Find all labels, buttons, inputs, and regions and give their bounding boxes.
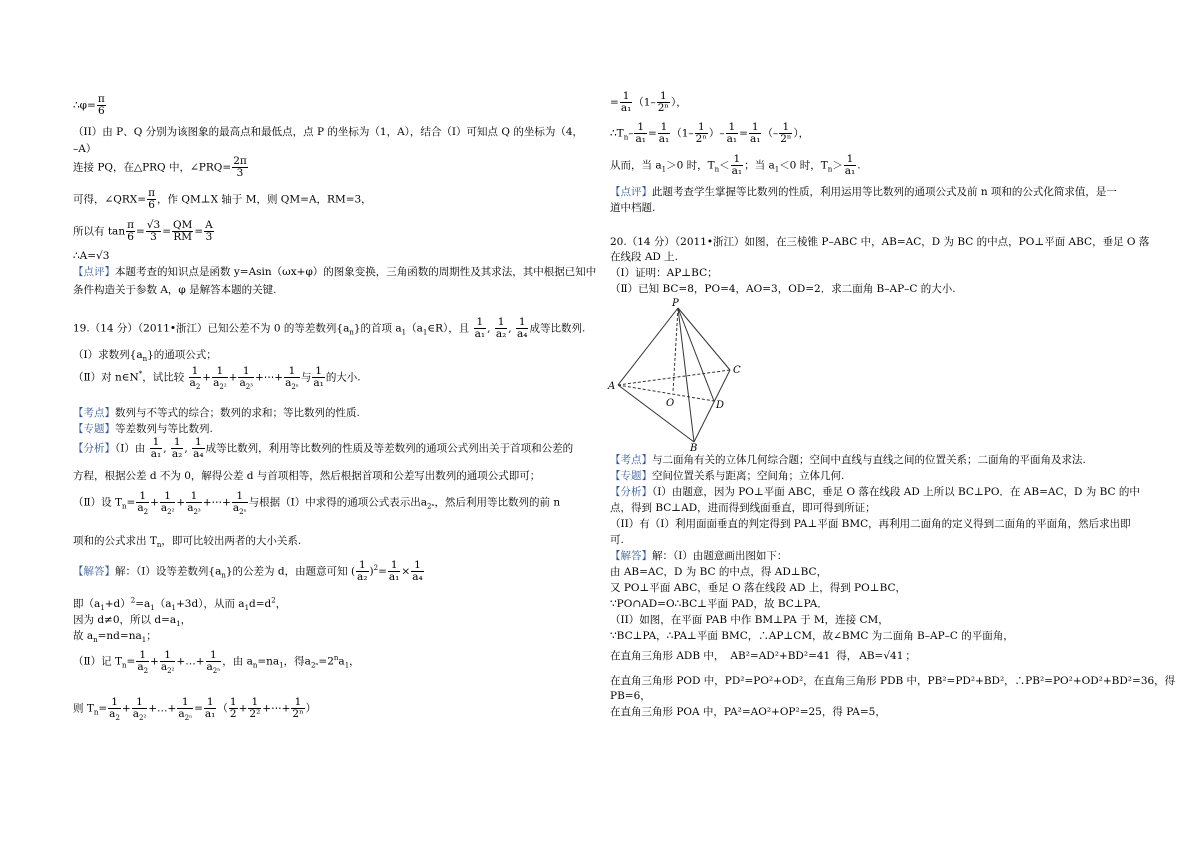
text-line: PB=6， [610,690,651,702]
comment-line: 【点评】本题考查的知识点是函数 y=Asin（ωx+φ）的图象变换，三角函数的周期性及其求法，其中根据已知中 [73,266,597,278]
text-line: （Ⅱ）已知 BC=8，PO=4，AO=3，OD=2．求二面角 B–AP–C 的大小. [610,283,956,295]
edge-PC [678,308,730,370]
question-20: 20.（14 分）（2011•浙江）如图，在三棱锥 P–ABC 中，AB=AC，D 为 BC 的中点，PO⊥平面 ABC，垂足 O 落 [610,236,1150,248]
text-line: 故 $a_n=nd=na_1$； [73,630,157,645]
text-line: = $\frac{1}{\text{a₁}}$ （1– $\frac{1}{\text{2ⁿ}}$ ）， [610,90,687,115]
text-line: （II）如图，在平面 PAB 中作 BM⊥PA 于 M，连接 CM， [610,614,889,626]
edge-BC [694,370,730,442]
edge-AC [618,370,730,385]
fenxi-line: 【分析】（Ⅰ）由 $\frac{1}{\text{a₁}}$ , $\frac{1}{\text{a₂}}$ , $\frac{1}{\text{a₄}}$ 成等比数列，利用等比数列的性质及等差数列的通项公式列出关于首项和公差的 [73,436,574,461]
text-line: 所以有 tan $\frac{\pi}{6}$ = $\frac{√3}{3}$ = $\frac{QM}{RM}$ = $\frac{A}{3}$ [73,219,213,244]
fraction: $\frac{\pi}{6}$ [97,93,105,118]
edge-PA [618,308,678,385]
text-line: （Ⅰ）求数列$\{a_n\}$的通项公式； [73,349,217,364]
text-line: $\therefore T_n-$ $\frac{1}{\text{a₁}}$ = $\frac{1}{\text{a₁}}$ （1– $\frac{1}{\text{2ⁿ}}$ ）– $\frac{1}{\text{a₁}}$ = $\frac{1}{\text{a₁}}$ （– $\frac{1}{\text{2ⁿ}}$ ）， [610,121,810,146]
edge-AB [618,385,694,442]
text-line: 即$(a_1+d)^2=a_1(a_1+3d)$，从而 $a_1d=d^2$， [73,596,287,613]
text-line: 在直角三角形 POA 中，PA²=AO²+OP²=25，得 PA=5， [610,706,886,718]
kaodian-line: 【考点】与二面角有关的立体几何综合题；空间中直线与直线之间的位置关系；二面角的平面角及求法. [610,454,1086,466]
zhuanti-line: 【专题】空间位置关系与距离；空间角；立体几何. [610,470,845,482]
text-line: 项和的公式求出 $T_n$，即可比较出两者的大小关系. [73,535,302,550]
text-line: （Ⅱ）记 $T_n=$ $\frac{1}{a_2}$ + $\frac{1}{a_{2^2}}$ +…+ $\frac{1}{a_{2^n}}$ ，由 $a_n=na_1$，得$a_{2^n}=2^na_1$， [73,649,360,676]
text-line: 则 $T_n=$ $\frac{1}{a_2}$ + $\frac{1}{a_{2^2}}$ +…+ $\frac{1}{a_{2^n}}$ = $\frac{1}{\text{a₁}}$ （ $\frac{1}{2}$ + $\frac{1}{\text{2²}}$ +⋯+ $\frac{1}{\text{2ⁿ}}$ ） [73,696,317,723]
text-line: （II）由 P、Q 分别为该图象的最高点和最低点，点 P 的坐标为（1，A），结合（I）可知点 Q 的坐标为（4， [73,126,584,138]
text-line: 从而，当 $a_1>0$ 时，$T_n<$ $\frac{1}{\text{a₁}}$ ；当 $a_1<0$ 时，$T_n>$ $\frac{1}{\text{a₁}}$ . [610,153,861,178]
jieda-line: 【解答】解：（I）由题意画出图如下： [610,550,788,562]
kaodian-line: 【考点】数列与不等式的综合；数列的求和；等比数列的性质. [73,407,360,419]
jieda-line: 【解答】解：（Ⅰ）设等差数列$\{a_n\}$的公差为 d，由题意可知 ( $\frac{1}{\text{a₂}}$ )$^2$= $\frac{1}{\text{a₁}}$ × $\frac{1}{\text{a₄}}$ [73,559,423,584]
label-A: A [608,381,616,392]
text-line: 由 AB=AC，D 为 BC 的中点，得 AD⊥BC， [610,566,828,578]
text-line: （II）有（I）利用面面垂直的判定得到 PA⊥平面 BMC，再利用二面角的定义得到二面角的平面角，然后求出即 [610,518,1131,530]
text-line: 可得，∠QRX= $\frac{\pi}{6}$ ，作 QM⊥X 轴于 M，则 QM=A，RM=3， [73,187,372,212]
label-B: B [690,443,698,452]
label-O: O [666,398,675,409]
question-19: 19.（14 分）（2011•浙江）已知公差不为 0 的等差数列$\{a_n\}$的首项 $a_1(a_1\in R)$，且 $\frac{1}{\text{a₁}}$ , $\frac{1}{\text{a₂}}$ , $\frac{1}{\text{a₄}}$ 成等比数列. [73,316,586,341]
text-line: ∴A=√3 [73,250,110,262]
phi-line: ∴φ= $\frac{\pi}{6}$ [73,93,105,118]
text-line: （Ⅱ）对 n∈N*，试比较 $\frac{1}{a_2}$ + $\frac{1}{a_{2^2}}$ + $\frac{1}{a_{2^3}}$ +⋯+ $\frac{1}{a_{2^n}}$ 与 $\frac{1}{\text{a₁}}$ 的大小. [73,365,361,392]
text-line: 可. [610,534,624,546]
text-line: 方程，根据公差 d 不为 0，解得公差 d 与首项相等，然后根据首项和公差写出数列的通项公式即可； [73,470,541,482]
label-D: D [716,400,725,411]
text-line: ∵PO∩AD=O∴BC⊥平面 PAD，故 BC⊥PA． [610,598,828,610]
text-line: 点，得到 BC⊥AD，进而得到线面垂直，即可得到所证； [610,502,876,514]
text-line: （Ⅱ）设 $T_n=$ $\frac{1}{a_2}$ + $\frac{1}{a_{2^2}}$ + $\frac{1}{a_{2^3}}$ +⋯+ $\frac{1}{a_{2^n}}$ 与根据（Ⅰ）中求得的通项公式表示出$a_{2^n}$，然后利用等比数列的前 n [73,490,561,517]
label-P: P [672,298,679,309]
text-line: 连接 PQ，在△PRQ 中，∠PRQ= $\frac{2\pi}{3}$ [73,155,247,180]
text-line: 道中档题. [610,202,656,214]
comment-line: 【点评】此题考查学生掌握等比数列的性质，利用运用等比数列的通项公式及前 n 项和的公式化简求值，是一 [610,186,1117,198]
text-line: 因为 d≠0，所以 $d=a_1$， [73,614,192,629]
text-line: 在直角三角形 POD 中，PD²=PO²+OD²，在直角三角形 PDB 中，PB²=PD²+BD²，∴PB²=PO²+OD²+BD²=36，得 [610,675,1176,687]
text-line: –A） [73,143,97,155]
text-line: 在线段 AD 上. [610,251,679,263]
text-line: 条件构造关于参数 A，φ 是解答本题的关键. [73,284,277,296]
text-line: 在直角三角形 ADB 中， AB²=AD²+BD²=41 得， AB=√41 ； [610,650,916,662]
text-line: ∵BC⊥PA，∴PA⊥平面 BMC，∴AP⊥CM，故∠BMC 为二面角 B–AP–C 的平面角， [610,630,1014,642]
text-line: （Ⅰ）证明：AP⊥BC； [610,267,718,279]
zhuanti-line: 【专题】等差数列与等比数列. [73,423,213,435]
label-C: C [733,365,741,376]
edge-PO [673,308,678,392]
fenxi-line: 【分析】（I）由题意，因为 PO⊥平面 ABC，垂足 O 落在线段 AD 上所以 BC⊥PO．在 AB=AC，D 为 BC 的中 [610,486,1140,498]
tetrahedron-figure [606,296,756,452]
text-line: 又 PO⊥平面 ABC，垂足 O 落在线段 AD 上，得到 PO⊥BC， [610,582,907,594]
